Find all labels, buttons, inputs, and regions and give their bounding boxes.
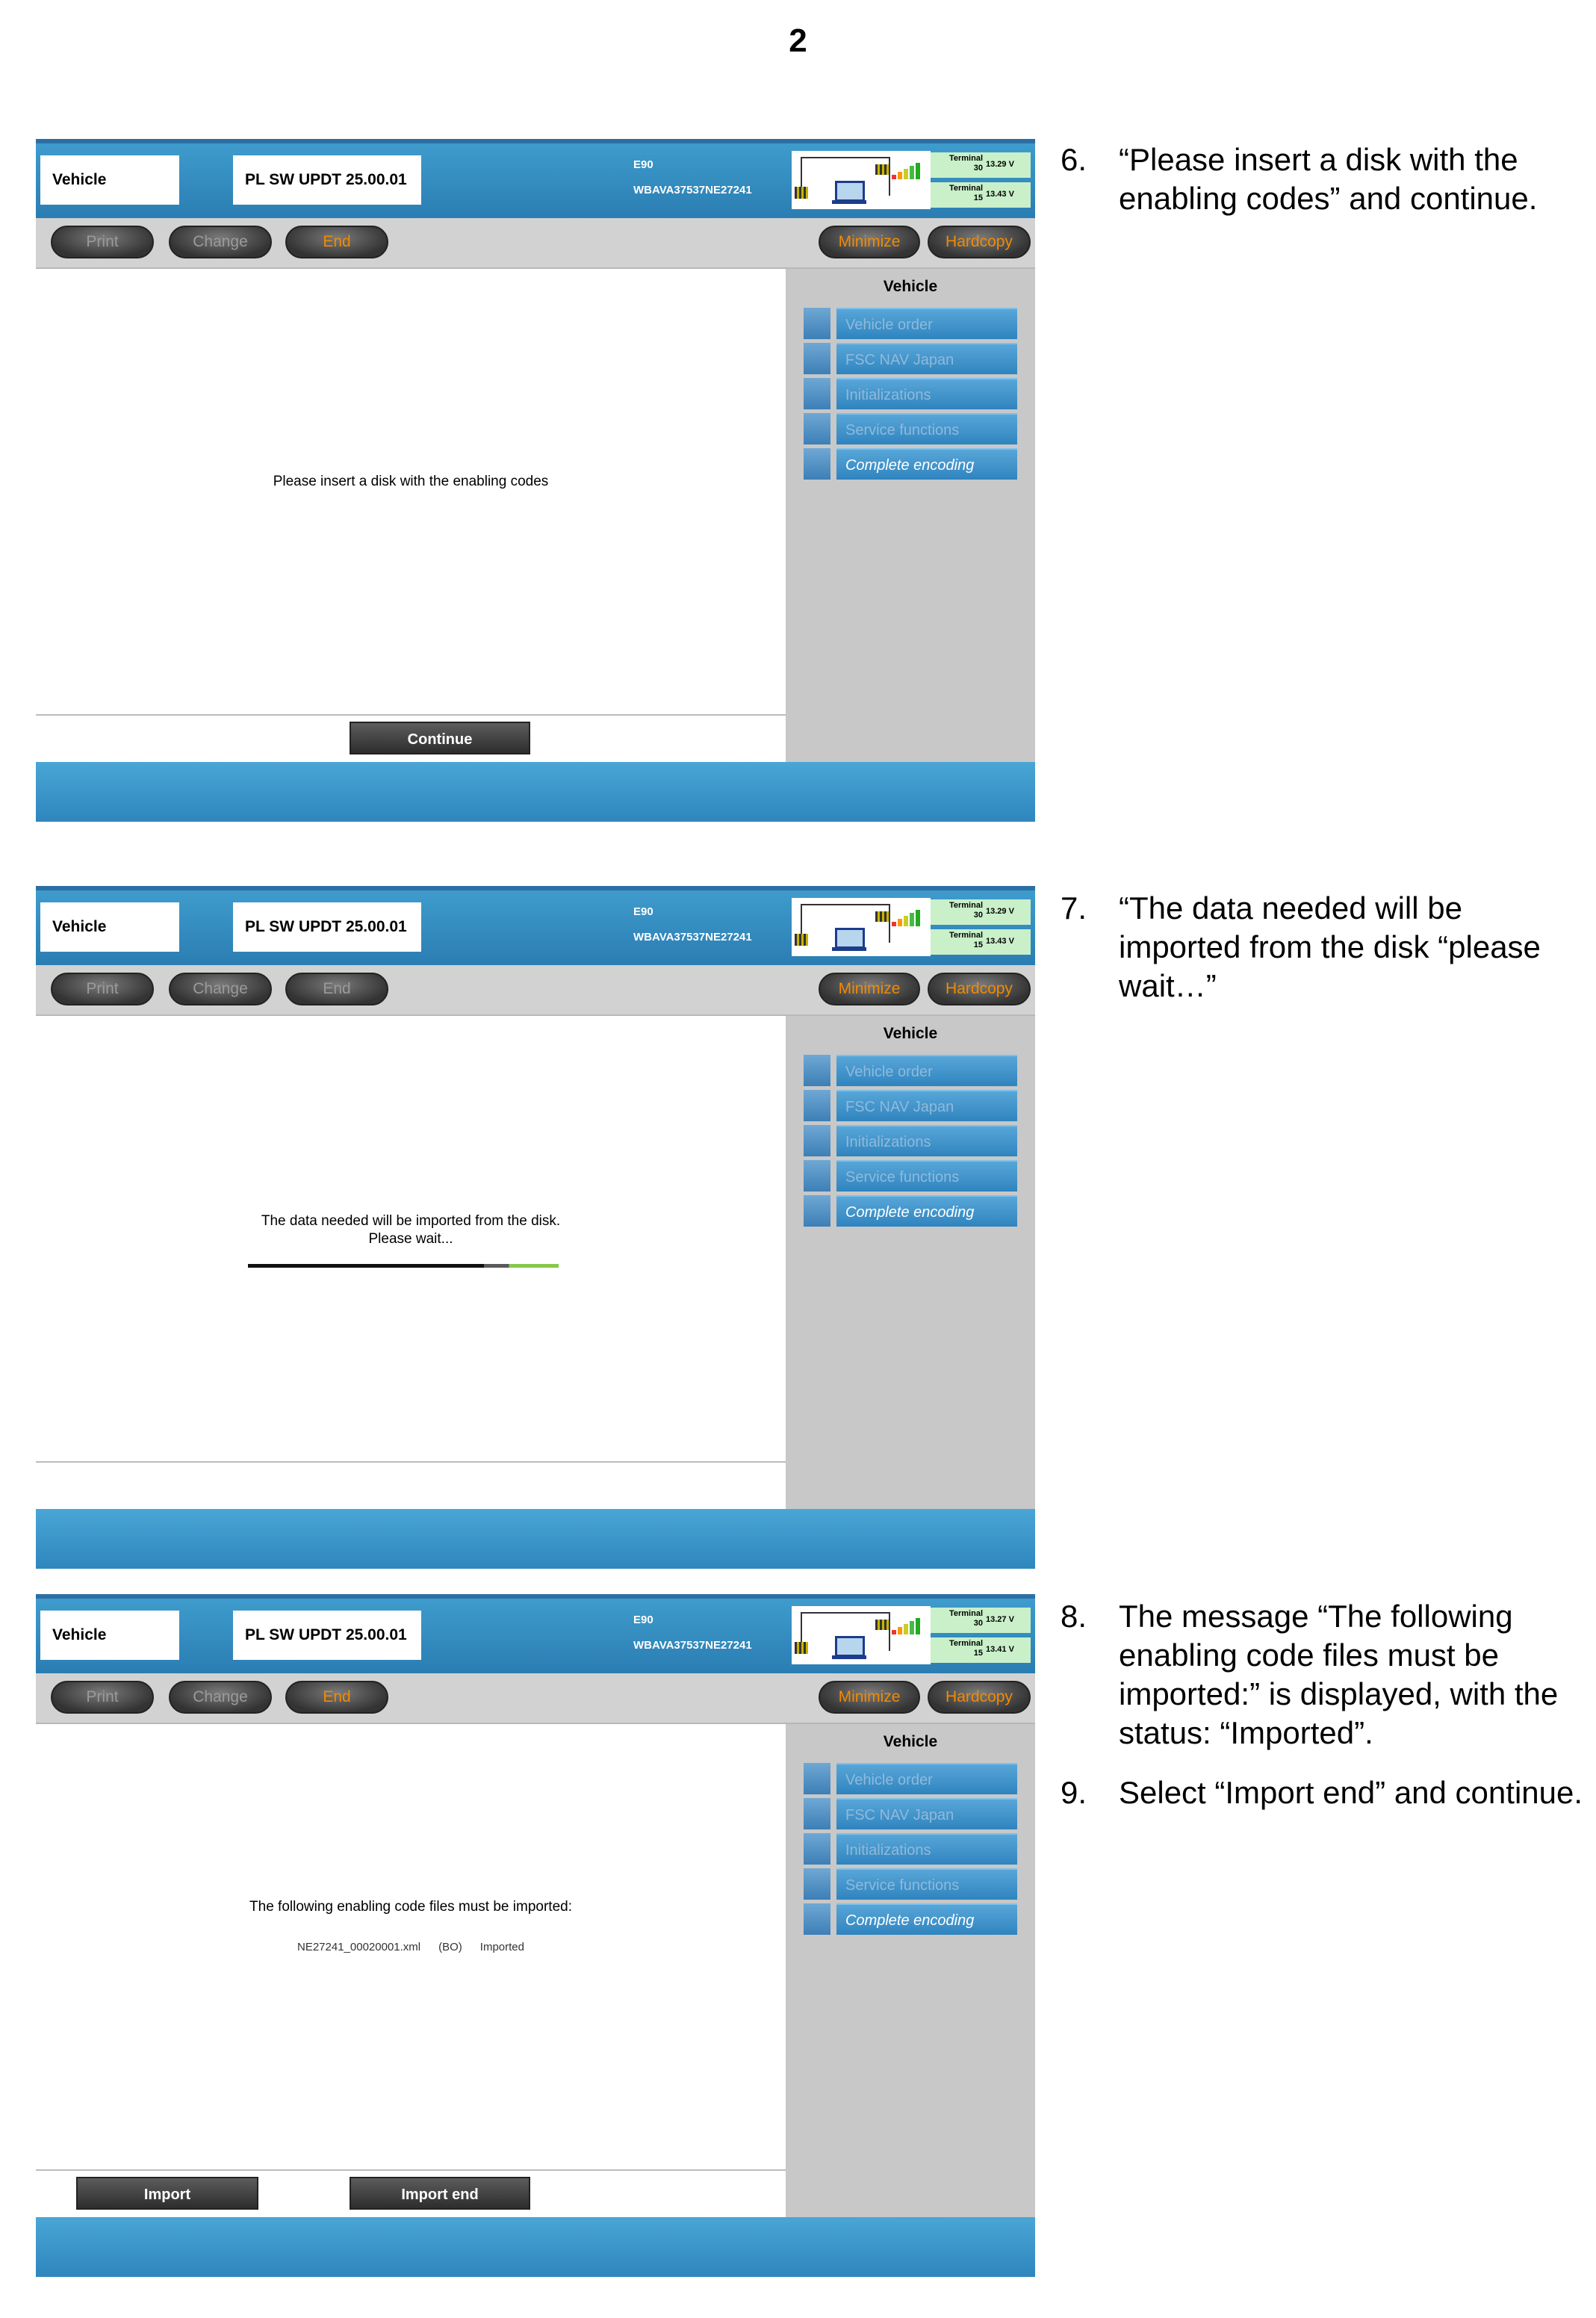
- header-bar: [36, 890, 1035, 965]
- change-button[interactable]: Change: [169, 1681, 272, 1714]
- minimize-button[interactable]: Minimize: [819, 226, 920, 258]
- wait-message: Please wait...: [368, 1231, 453, 1247]
- toolbar: [36, 1673, 1035, 1724]
- monitor-icon: [835, 1636, 865, 1657]
- header-bar: [36, 143, 1035, 218]
- file-status: Imported: [479, 1941, 524, 1953]
- status-message: The data needed will be imported from the disk.: [261, 1213, 561, 1229]
- status-bar: [36, 762, 1035, 822]
- sidebar-item-fsc-nav-japan[interactable]: FSC NAV Japan: [804, 343, 1017, 374]
- footer-bar: [36, 1461, 786, 1510]
- footer-bar: [36, 714, 786, 763]
- sidebar-item-vehicle-order[interactable]: Vehicle order: [804, 1055, 1017, 1086]
- sidebar-item-complete-encoding[interactable]: Complete encoding: [804, 448, 1017, 480]
- connection-status-icon: [792, 1606, 931, 1664]
- sidebar-item-vehicle-order[interactable]: Vehicle order: [804, 308, 1017, 339]
- vehicle-vin: WBAVA37537NE27241: [633, 1639, 752, 1652]
- minimize-button[interactable]: Minimize: [819, 1681, 920, 1714]
- terminal-15-voltage: Terminal 15 13.41 V: [931, 1637, 1031, 1663]
- terminal-15-voltage: Terminal 15 13.43 V: [931, 182, 1031, 208]
- terminal-30-voltage: Terminal 30 13.27 V: [931, 1608, 1031, 1633]
- vehicle-model: E90: [633, 1614, 653, 1626]
- file-name: NE27241_00020001.xml: [297, 1941, 421, 1953]
- screen-insert-disk: [36, 139, 1035, 822]
- change-button[interactable]: Change: [169, 973, 272, 1005]
- screen-importing: [36, 886, 1035, 1569]
- sidebar-item-initializations[interactable]: Initializations: [804, 1833, 1017, 1865]
- sidebar-item-service-functions[interactable]: Service functions: [804, 1868, 1017, 1900]
- toolbar: [36, 965, 1035, 1016]
- continue-button[interactable]: Continue: [350, 722, 530, 754]
- sidebar: [786, 269, 1035, 762]
- sidebar-item-vehicle-order[interactable]: Vehicle order: [804, 1763, 1017, 1794]
- progress-bar: [248, 1264, 559, 1268]
- hardcopy-button[interactable]: Hardcopy: [928, 973, 1031, 1005]
- sidebar-title: Vehicle: [883, 1025, 938, 1042]
- vehicle-model: E90: [633, 905, 653, 918]
- footer-bar: [36, 2169, 786, 2219]
- status-message: Please insert a disk with the enabling codes: [273, 474, 549, 489]
- status-bar: [36, 1509, 1035, 1569]
- end-button[interactable]: End: [285, 1681, 388, 1714]
- content-area: [36, 1724, 786, 2169]
- program-title: PL SW UPDT 25.00.01: [233, 902, 421, 952]
- connection-status-icon: [792, 151, 931, 209]
- sidebar-item-initializations[interactable]: Initializations: [804, 378, 1017, 409]
- print-button[interactable]: Print: [51, 226, 154, 258]
- change-button[interactable]: Change: [169, 226, 272, 258]
- sidebar-item-complete-encoding[interactable]: Complete encoding: [804, 1903, 1017, 1935]
- sidebar-item-service-functions[interactable]: Service functions: [804, 413, 1017, 444]
- program-title: PL SW UPDT 25.00.01: [233, 1611, 421, 1660]
- monitor-icon: [835, 181, 865, 202]
- connection-status-icon: [792, 898, 931, 956]
- sidebar-item-service-functions[interactable]: Service functions: [804, 1160, 1017, 1191]
- vehicle-label: Vehicle: [40, 1611, 179, 1660]
- vehicle-model: E90: [633, 158, 653, 171]
- minimize-button[interactable]: Minimize: [819, 973, 920, 1005]
- monitor-icon: [835, 928, 865, 949]
- vehicle-vin: WBAVA37537NE27241: [633, 931, 752, 943]
- import-button[interactable]: Import: [76, 2177, 258, 2210]
- program-title: PL SW UPDT 25.00.01: [233, 155, 421, 205]
- terminal-30-voltage: Terminal 30 13.29 V: [931, 899, 1031, 925]
- vehicle-vin: WBAVA37537NE27241: [633, 184, 752, 196]
- end-button[interactable]: End: [285, 226, 388, 258]
- vehicle-label: Vehicle: [40, 155, 179, 205]
- file-row: [36, 1941, 786, 1953]
- header-bar: [36, 1599, 1035, 1673]
- hardcopy-button[interactable]: Hardcopy: [928, 226, 1031, 258]
- sidebar-item-fsc-nav-japan[interactable]: FSC NAV Japan: [804, 1090, 1017, 1121]
- print-button[interactable]: Print: [51, 1681, 154, 1714]
- vehicle-label: Vehicle: [40, 902, 179, 952]
- content-area: [36, 269, 786, 714]
- screen-import-files: [36, 1594, 1035, 2277]
- sidebar-item-initializations[interactable]: Initializations: [804, 1125, 1017, 1156]
- status-bar: [36, 2217, 1035, 2277]
- print-button[interactable]: Print: [51, 973, 154, 1005]
- sidebar-item-complete-encoding[interactable]: Complete encoding: [804, 1195, 1017, 1227]
- terminal-15-voltage: Terminal 15 13.43 V: [931, 929, 1031, 955]
- end-button[interactable]: End: [285, 973, 388, 1005]
- terminal-30-voltage: Terminal 30 13.29 V: [931, 152, 1031, 178]
- toolbar: [36, 218, 1035, 269]
- import-end-button[interactable]: Import end: [350, 2177, 530, 2210]
- sidebar-title: Vehicle: [883, 278, 938, 295]
- content-area: [36, 1016, 786, 1461]
- file-code: (BO): [438, 1941, 462, 1953]
- sidebar-title: Vehicle: [883, 1733, 938, 1750]
- sidebar: [786, 1016, 1035, 1509]
- sidebar-item-fsc-nav-japan[interactable]: FSC NAV Japan: [804, 1798, 1017, 1829]
- sidebar: [786, 1724, 1035, 2217]
- hardcopy-button[interactable]: Hardcopy: [928, 1681, 1031, 1714]
- status-message: The following enabling code files must be imported:: [249, 1899, 572, 1915]
- page-number: 2: [789, 22, 807, 59]
